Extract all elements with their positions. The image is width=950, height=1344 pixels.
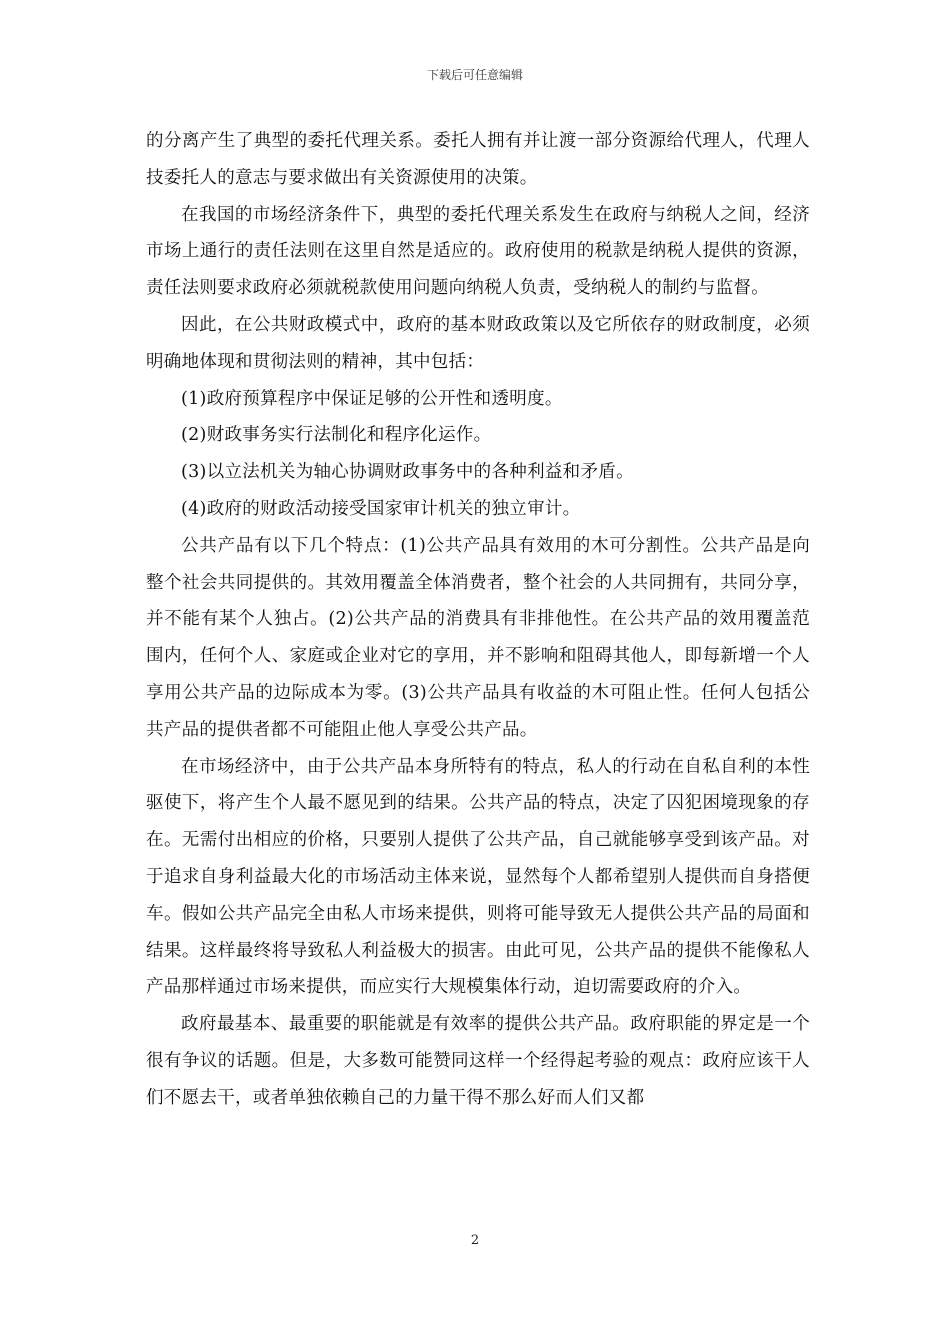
paragraph: 在我国的市场经济条件下，典型的委托代理关系发生在政府与纳税人之间，经济市场上通行的责任法则在这里自然是适应的。政府使用的税款是纳税人提供的资源，责任法则要求政府必须就税款使用问题向纳税人负责，受纳税人的制约与监督。 bbox=[146, 204, 810, 299]
paragraph: 政府最基本、最重要的职能就是有效率的提供公共产品。政府职能的界定是一个很有争议的话题。但是，大多数可能赞同这样一个经得起考验的观点：政府应该干人们不愿去干，或者单独依赖自己的力量干得不那么好而人们又都 bbox=[146, 1014, 810, 1108]
paragraph: 公共产品有以下几个特点：(1)公共产品具有效用的木可分割性。公共产品是向整个社会共同提供的。其效用覆盖全体消费者，整个社会的人共同拥有，共同分享，并不能有某个人独占。(2)公共产品的消费具有非排他性。在公共产品的效用覆盖范围内，任何个人、家庭或企业对它的享用，并不影响和阻碍其他人，即每新增一个人享用公共产品的边际成本为零。(3)公共产品具有收益的木可阻止性。任何人包括公共产品的提供者都不可能阻止他人享受公共产品。 bbox=[146, 535, 810, 740]
list-item: (2)财政事务实行法制化和程序化运作。 bbox=[181, 425, 492, 446]
paragraph-continuation: 的分离产生了典型的委托代理关系。委托人拥有并让渡一部分资源给代理人，代理人技委托人的意志与要求做出有关资源使用的决策。 bbox=[146, 131, 810, 188]
page-header: 下载后可任意编辑 bbox=[426, 68, 523, 82]
paragraph: 因此，在公共财政模式中，政府的基本财政政策以及它所依存的财政制度，必须明确地体现和贯彻法则的精神，其中包括： bbox=[146, 314, 810, 372]
document-body bbox=[146, 123, 810, 1117]
page-number: 2 bbox=[470, 1233, 480, 1248]
list-item: (1)政府预算程序中保证足够的公开性和透明度。 bbox=[181, 388, 563, 409]
paragraph: 在市场经济中，由于公共产品本身所特有的特点，私人的行动在自私自利的本性驱使下，将产生个人最不愿见到的结果。公共产品的特点，决定了囚犯困境现象的存在。无需付出相应的价格，只要别人提供了公共产品，自己就能够享受到该产品。对于追求自身利益最大化的市场活动主体来说，显然每个人都希望别人提供而自身搭便车。假如公共产品完全由私人市场来提供，则将可能导致无人提供公共产品的局面和结果。这样最终将导致私人利益极大的损害。由此可见，公共产品的提供不能像私人产品那样通过市场来提供，而应实行大规模集体行动，迫切需要政府的介入。 bbox=[146, 756, 810, 998]
list-item: (3)以立法机关为轴心协调财政事务中的各种利益和矛盾。 bbox=[181, 462, 634, 483]
list-item: (4)政府的财政活动接受国家审计机关的独立审计。 bbox=[181, 498, 581, 519]
